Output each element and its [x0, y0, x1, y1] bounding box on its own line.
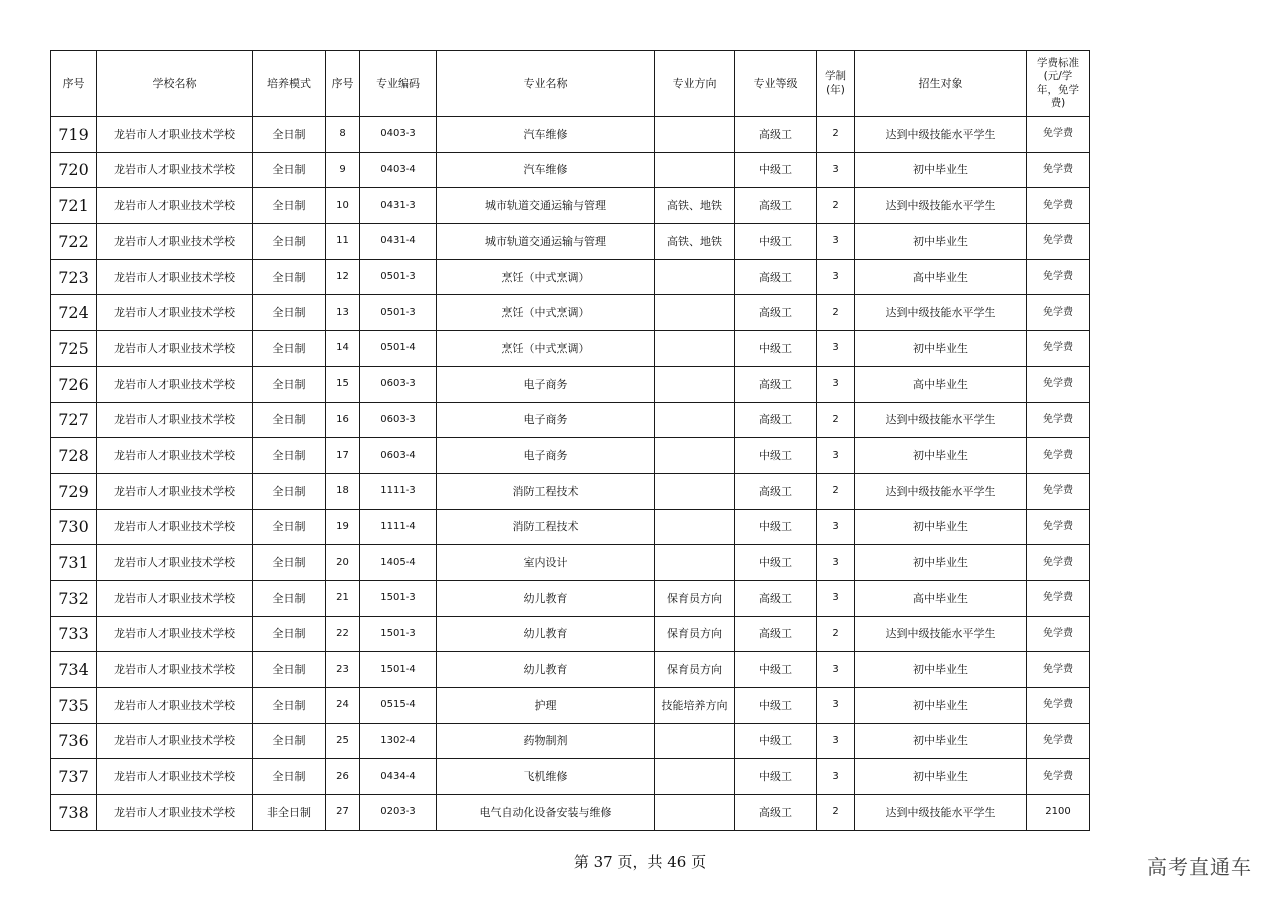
major-seq-cell: 22: [326, 616, 360, 652]
school-name-cell: 龙岩市人才职业技术学校: [97, 795, 253, 831]
school-name-cell: 龙岩市人才职业技术学校: [97, 473, 253, 509]
school-name-cell: 龙岩市人才职业技术学校: [97, 331, 253, 367]
row-index-cell: 733: [51, 616, 97, 652]
tuition-cell: 免学费: [1027, 580, 1090, 616]
header-cell: 序号: [51, 51, 97, 117]
row-index-cell: 735: [51, 688, 97, 724]
major-code-cell: 1302-4: [360, 723, 437, 759]
enrollment-table: [50, 50, 1090, 831]
major-seq-cell: 18: [326, 473, 360, 509]
enrollment-target-cell: 达到中级技能水平学生: [855, 295, 1027, 331]
row-index-cell: 731: [51, 545, 97, 581]
enrollment-target-cell: 达到中级技能水平学生: [855, 473, 1027, 509]
major-level-cell: 高级工: [735, 616, 817, 652]
header-row: [51, 51, 1090, 117]
enrollment-target-cell: 高中毕业生: [855, 580, 1027, 616]
enrollment-target-cell: 达到中级技能水平学生: [855, 616, 1027, 652]
major-level-cell: 中级工: [735, 688, 817, 724]
tuition-cell: 免学费: [1027, 366, 1090, 402]
major-name-cell: 飞机维修: [437, 759, 655, 795]
watermark: 高考直通车: [1147, 855, 1252, 879]
major-level-cell: 高级工: [735, 366, 817, 402]
duration-cell: 3: [817, 580, 855, 616]
tuition-cell: 2100: [1027, 795, 1090, 831]
major-direction-cell: 保育员方向: [655, 616, 735, 652]
school-name-cell: 龙岩市人才职业技术学校: [97, 402, 253, 438]
major-seq-cell: 27: [326, 795, 360, 831]
tuition-cell: 免学费: [1027, 509, 1090, 545]
major-code-cell: 0431-4: [360, 224, 437, 260]
major-level-cell: 高级工: [735, 117, 817, 153]
header-cell: 招生对象: [855, 51, 1027, 117]
major-seq-cell: 14: [326, 331, 360, 367]
duration-cell: 3: [817, 366, 855, 402]
major-name-cell: 电子商务: [437, 438, 655, 474]
school-name-cell: 龙岩市人才职业技术学校: [97, 652, 253, 688]
table-row: [51, 652, 1090, 688]
major-code-cell: 0203-3: [360, 795, 437, 831]
row-index-cell: 719: [51, 117, 97, 153]
major-seq-cell: 17: [326, 438, 360, 474]
school-name-cell: 龙岩市人才职业技术学校: [97, 224, 253, 260]
school-name-cell: 龙岩市人才职业技术学校: [97, 545, 253, 581]
row-index-cell: 721: [51, 188, 97, 224]
tuition-cell: 免学费: [1027, 152, 1090, 188]
duration-cell: 2: [817, 402, 855, 438]
enrollment-target-cell: 初中毕业生: [855, 509, 1027, 545]
training-mode-cell: 全日制: [253, 117, 326, 153]
training-mode-cell: 非全日制: [253, 795, 326, 831]
row-index-cell: 727: [51, 402, 97, 438]
enrollment-target-cell: 初中毕业生: [855, 545, 1027, 581]
table-row: [51, 188, 1090, 224]
page-footer: 第 37 页，共 46 页: [573, 853, 707, 871]
table-row: [51, 616, 1090, 652]
training-mode-cell: 全日制: [253, 545, 326, 581]
training-mode-cell: 全日制: [253, 723, 326, 759]
major-direction-cell: [655, 331, 735, 367]
row-index-cell: 723: [51, 259, 97, 295]
school-name-cell: 龙岩市人才职业技术学校: [97, 295, 253, 331]
enrollment-target-cell: 初中毕业生: [855, 331, 1027, 367]
major-level-cell: 中级工: [735, 224, 817, 260]
major-name-cell: 幼儿教育: [437, 580, 655, 616]
training-mode-cell: 全日制: [253, 616, 326, 652]
tuition-cell: 免学费: [1027, 652, 1090, 688]
enrollment-target-cell: 初中毕业生: [855, 152, 1027, 188]
table-row: [51, 366, 1090, 402]
tuition-cell: 免学费: [1027, 117, 1090, 153]
duration-cell: 3: [817, 509, 855, 545]
training-mode-cell: 全日制: [253, 259, 326, 295]
major-code-cell: 0403-4: [360, 152, 437, 188]
major-direction-cell: 技能培养方向: [655, 688, 735, 724]
enrollment-target-cell: 达到中级技能水平学生: [855, 188, 1027, 224]
enrollment-target-cell: 高中毕业生: [855, 259, 1027, 295]
duration-cell: 3: [817, 652, 855, 688]
major-code-cell: 1405-4: [360, 545, 437, 581]
major-seq-cell: 19: [326, 509, 360, 545]
school-name-cell: 龙岩市人才职业技术学校: [97, 117, 253, 153]
table-row: [51, 259, 1090, 295]
tuition-cell: 免学费: [1027, 295, 1090, 331]
major-seq-cell: 21: [326, 580, 360, 616]
major-name-cell: 护理: [437, 688, 655, 724]
enrollment-target-cell: 初中毕业生: [855, 652, 1027, 688]
header-cell: 专业编码: [360, 51, 437, 117]
row-index-cell: 736: [51, 723, 97, 759]
major-direction-cell: [655, 473, 735, 509]
duration-cell: 3: [817, 152, 855, 188]
duration-cell: 3: [817, 224, 855, 260]
header-cell: 学费标准 (元/学 年，免学 费): [1027, 51, 1090, 117]
duration-cell: 3: [817, 688, 855, 724]
table-row: [51, 295, 1090, 331]
table-row: [51, 224, 1090, 260]
major-name-cell: 汽车维修: [437, 117, 655, 153]
major-code-cell: 0501-3: [360, 259, 437, 295]
duration-cell: 2: [817, 295, 855, 331]
school-name-cell: 龙岩市人才职业技术学校: [97, 616, 253, 652]
table-row: [51, 545, 1090, 581]
major-level-cell: 高级工: [735, 795, 817, 831]
enrollment-target-cell: 达到中级技能水平学生: [855, 402, 1027, 438]
major-code-cell: 0403-3: [360, 117, 437, 153]
major-seq-cell: 16: [326, 402, 360, 438]
training-mode-cell: 全日制: [253, 366, 326, 402]
major-code-cell: 0434-4: [360, 759, 437, 795]
major-level-cell: 高级工: [735, 473, 817, 509]
duration-cell: 3: [817, 723, 855, 759]
table-row: [51, 509, 1090, 545]
duration-cell: 3: [817, 331, 855, 367]
major-name-cell: 室内设计: [437, 545, 655, 581]
school-name-cell: 龙岩市人才职业技术学校: [97, 366, 253, 402]
tuition-cell: 免学费: [1027, 616, 1090, 652]
major-name-cell: 电子商务: [437, 402, 655, 438]
enrollment-target-cell: 达到中级技能水平学生: [855, 117, 1027, 153]
tuition-cell: 免学费: [1027, 188, 1090, 224]
school-name-cell: 龙岩市人才职业技术学校: [97, 723, 253, 759]
tuition-cell: 免学费: [1027, 402, 1090, 438]
tuition-cell: 免学费: [1027, 688, 1090, 724]
major-level-cell: 中级工: [735, 545, 817, 581]
school-name-cell: 龙岩市人才职业技术学校: [97, 759, 253, 795]
row-index-cell: 730: [51, 509, 97, 545]
school-name-cell: 龙岩市人才职业技术学校: [97, 438, 253, 474]
major-direction-cell: [655, 545, 735, 581]
major-level-cell: 高级工: [735, 580, 817, 616]
major-direction-cell: [655, 152, 735, 188]
major-seq-cell: 8: [326, 117, 360, 153]
row-index-cell: 729: [51, 473, 97, 509]
major-code-cell: 1501-3: [360, 616, 437, 652]
major-direction-cell: [655, 366, 735, 402]
major-direction-cell: [655, 117, 735, 153]
enrollment-target-cell: 初中毕业生: [855, 759, 1027, 795]
training-mode-cell: 全日制: [253, 188, 326, 224]
header-cell: 学校名称: [97, 51, 253, 117]
major-level-cell: 中级工: [735, 759, 817, 795]
major-direction-cell: [655, 795, 735, 831]
major-code-cell: 1111-3: [360, 473, 437, 509]
major-direction-cell: [655, 509, 735, 545]
school-name-cell: 龙岩市人才职业技术学校: [97, 688, 253, 724]
table-row: [51, 152, 1090, 188]
school-name-cell: 龙岩市人才职业技术学校: [97, 580, 253, 616]
major-seq-cell: 13: [326, 295, 360, 331]
major-name-cell: 烹饪（中式烹调）: [437, 295, 655, 331]
training-mode-cell: 全日制: [253, 295, 326, 331]
major-code-cell: 1111-4: [360, 509, 437, 545]
major-seq-cell: 26: [326, 759, 360, 795]
header-cell: 专业名称: [437, 51, 655, 117]
table-row: [51, 117, 1090, 153]
major-direction-cell: [655, 259, 735, 295]
major-name-cell: 药物制剂: [437, 723, 655, 759]
school-name-cell: 龙岩市人才职业技术学校: [97, 509, 253, 545]
major-name-cell: 汽车维修: [437, 152, 655, 188]
major-level-cell: 中级工: [735, 438, 817, 474]
major-direction-cell: 保育员方向: [655, 580, 735, 616]
major-name-cell: 城市轨道交通运输与管理: [437, 224, 655, 260]
tuition-cell: 免学费: [1027, 259, 1090, 295]
duration-cell: 2: [817, 616, 855, 652]
school-name-cell: 龙岩市人才职业技术学校: [97, 152, 253, 188]
duration-cell: 2: [817, 795, 855, 831]
enrollment-target-cell: 初中毕业生: [855, 723, 1027, 759]
tuition-cell: 免学费: [1027, 331, 1090, 367]
major-seq-cell: 23: [326, 652, 360, 688]
major-name-cell: 烹饪（中式烹调）: [437, 331, 655, 367]
header-cell: 序号: [326, 51, 360, 117]
enrollment-target-cell: 初中毕业生: [855, 224, 1027, 260]
row-index-cell: 725: [51, 331, 97, 367]
duration-cell: 2: [817, 117, 855, 153]
major-code-cell: 0501-3: [360, 295, 437, 331]
enrollment-target-cell: 达到中级技能水平学生: [855, 795, 1027, 831]
header-cell: 学制 (年): [817, 51, 855, 117]
duration-cell: 2: [817, 473, 855, 509]
major-level-cell: 高级工: [735, 402, 817, 438]
tuition-cell: 免学费: [1027, 473, 1090, 509]
major-code-cell: 1501-3: [360, 580, 437, 616]
major-level-cell: 高级工: [735, 259, 817, 295]
major-code-cell: 0501-4: [360, 331, 437, 367]
row-index-cell: 728: [51, 438, 97, 474]
duration-cell: 3: [817, 259, 855, 295]
training-mode-cell: 全日制: [253, 224, 326, 260]
table-row: [51, 688, 1090, 724]
major-direction-cell: [655, 759, 735, 795]
major-seq-cell: 15: [326, 366, 360, 402]
major-code-cell: 0515-4: [360, 688, 437, 724]
duration-cell: 3: [817, 545, 855, 581]
table-row: [51, 580, 1090, 616]
table-row: [51, 438, 1090, 474]
major-name-cell: 电气自动化设备安装与维修: [437, 795, 655, 831]
table-row: [51, 473, 1090, 509]
major-seq-cell: 20: [326, 545, 360, 581]
major-code-cell: 0603-3: [360, 402, 437, 438]
major-direction-cell: 高铁、地铁: [655, 188, 735, 224]
major-level-cell: 中级工: [735, 723, 817, 759]
major-level-cell: 高级工: [735, 188, 817, 224]
major-direction-cell: 保育员方向: [655, 652, 735, 688]
school-name-cell: 龙岩市人才职业技术学校: [97, 259, 253, 295]
training-mode-cell: 全日制: [253, 759, 326, 795]
major-seq-cell: 12: [326, 259, 360, 295]
major-seq-cell: 11: [326, 224, 360, 260]
major-name-cell: 城市轨道交通运输与管理: [437, 188, 655, 224]
major-level-cell: 高级工: [735, 295, 817, 331]
tuition-cell: 免学费: [1027, 438, 1090, 474]
tuition-cell: 免学费: [1027, 224, 1090, 260]
duration-cell: 3: [817, 759, 855, 795]
major-seq-cell: 24: [326, 688, 360, 724]
row-index-cell: 734: [51, 652, 97, 688]
enrollment-target-cell: 高中毕业生: [855, 366, 1027, 402]
tuition-cell: 免学费: [1027, 545, 1090, 581]
major-seq-cell: 25: [326, 723, 360, 759]
table-row: [51, 795, 1090, 831]
major-name-cell: 幼儿教育: [437, 652, 655, 688]
major-code-cell: 0431-3: [360, 188, 437, 224]
header-cell: 培养模式: [253, 51, 326, 117]
training-mode-cell: 全日制: [253, 688, 326, 724]
duration-cell: 3: [817, 438, 855, 474]
header-cell: 专业方向: [655, 51, 735, 117]
training-mode-cell: 全日制: [253, 402, 326, 438]
row-index-cell: 738: [51, 795, 97, 831]
duration-cell: 2: [817, 188, 855, 224]
major-direction-cell: [655, 723, 735, 759]
table-row: [51, 331, 1090, 367]
training-mode-cell: 全日制: [253, 331, 326, 367]
row-index-cell: 724: [51, 295, 97, 331]
major-direction-cell: [655, 402, 735, 438]
training-mode-cell: 全日制: [253, 652, 326, 688]
training-mode-cell: 全日制: [253, 580, 326, 616]
major-level-cell: 中级工: [735, 331, 817, 367]
major-direction-cell: [655, 438, 735, 474]
major-seq-cell: 10: [326, 188, 360, 224]
major-name-cell: 消防工程技术: [437, 473, 655, 509]
training-mode-cell: 全日制: [253, 152, 326, 188]
major-code-cell: 0603-4: [360, 438, 437, 474]
table-row: [51, 759, 1090, 795]
major-code-cell: 1501-4: [360, 652, 437, 688]
major-name-cell: 幼儿教育: [437, 616, 655, 652]
row-index-cell: 720: [51, 152, 97, 188]
major-level-cell: 中级工: [735, 509, 817, 545]
training-mode-cell: 全日制: [253, 473, 326, 509]
major-name-cell: 消防工程技术: [437, 509, 655, 545]
major-code-cell: 0603-3: [360, 366, 437, 402]
major-direction-cell: 高铁、地铁: [655, 224, 735, 260]
major-level-cell: 中级工: [735, 652, 817, 688]
tuition-cell: 免学费: [1027, 759, 1090, 795]
training-mode-cell: 全日制: [253, 438, 326, 474]
major-direction-cell: [655, 295, 735, 331]
tuition-cell: 免学费: [1027, 723, 1090, 759]
major-seq-cell: 9: [326, 152, 360, 188]
table-row: [51, 723, 1090, 759]
enrollment-target-cell: 初中毕业生: [855, 688, 1027, 724]
header-cell: 专业等级: [735, 51, 817, 117]
row-index-cell: 722: [51, 224, 97, 260]
row-index-cell: 726: [51, 366, 97, 402]
training-mode-cell: 全日制: [253, 509, 326, 545]
table-row: [51, 402, 1090, 438]
enrollment-target-cell: 初中毕业生: [855, 438, 1027, 474]
row-index-cell: 732: [51, 580, 97, 616]
major-name-cell: 电子商务: [437, 366, 655, 402]
school-name-cell: 龙岩市人才职业技术学校: [97, 188, 253, 224]
row-index-cell: 737: [51, 759, 97, 795]
major-name-cell: 烹饪（中式烹调）: [437, 259, 655, 295]
major-level-cell: 中级工: [735, 152, 817, 188]
